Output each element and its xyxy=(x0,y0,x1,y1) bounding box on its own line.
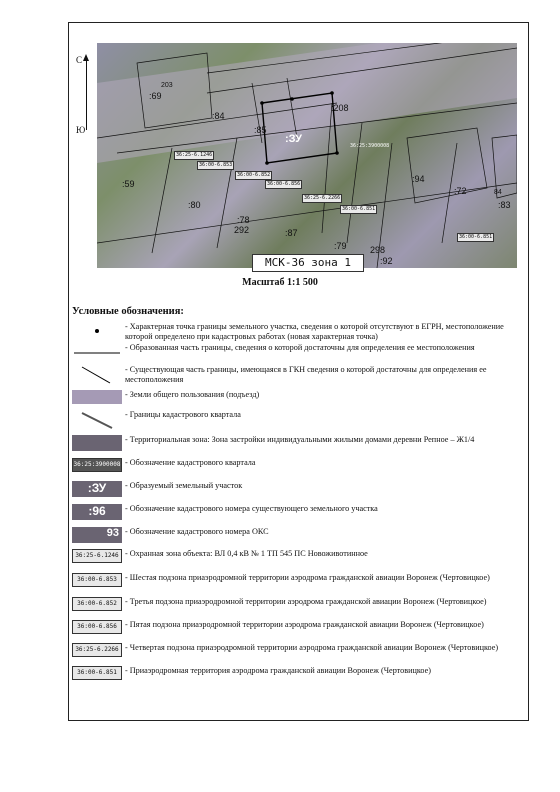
legend-text: - Третья подзона приаэродромной территории аэродрома гражданской авиации Воронеж (Чертовицкое) xyxy=(125,597,487,606)
legend-text: - Обозначение кадастрового номера ОКС xyxy=(125,527,269,536)
plot-number: :69 xyxy=(149,91,162,101)
plot-number: :72 xyxy=(454,186,467,196)
plot-number: :78 xyxy=(237,215,250,225)
north-arrow-icon xyxy=(86,58,87,130)
oks-number: 203 xyxy=(161,82,173,89)
plot-number: :79 xyxy=(334,241,347,251)
plot-number: :84 xyxy=(212,111,225,121)
legend-text: - Охранная зона объекта: ВЛ 0,4 кВ № 1 ТП 545 ПС Новоживотинное xyxy=(125,549,368,558)
zone-icon xyxy=(72,435,122,451)
point-symbol-icon xyxy=(72,322,122,336)
quarter-boundary-icon xyxy=(72,410,122,430)
legend-text: - Четвертая подзона приаэродромной территории аэродрома гражданской авиации Воронеж (Чертовицкое) xyxy=(125,643,499,652)
legend-text: - Существующая часть границы, имеющаяся в ГКН сведения о которой достаточны для определения ее местоположения xyxy=(125,365,487,384)
zone-tag: 36:00-6.856 xyxy=(267,181,301,187)
legend-text: - Шестая подзона приаэродромной территории аэродрома гражданской авиации Воронеж (Чертовицкое) xyxy=(125,573,490,582)
plot-number: :92 xyxy=(380,256,393,266)
plot-number: :85 xyxy=(254,125,267,135)
road-area xyxy=(97,43,517,163)
legend-text: - Образуемый земельный участок xyxy=(125,481,243,490)
zone-tag-symbol: 36:25-6.2266 xyxy=(72,643,122,657)
quarter-label: 36:25:3900008 xyxy=(350,143,390,149)
zone-tag: 36:25-6.2266 xyxy=(304,195,341,201)
oks-number: 292 xyxy=(234,225,250,235)
new-plot-label: :ЗУ xyxy=(285,133,302,145)
north-label: С xyxy=(76,55,83,65)
coordinate-system-label: МСК-36 зона 1 xyxy=(252,254,364,272)
quarter-symbol: 36:25:3900008 xyxy=(72,458,122,472)
zone-tag-symbol: 36:00-6.852 xyxy=(72,597,122,611)
zone-tag: 36:00-6.852 xyxy=(237,172,271,178)
legend-text: - Приаэродромная территория аэродрома гражданской авиации Воронеж (Чертовицкое) xyxy=(125,666,431,675)
zone-tag: 36:00-6.851 xyxy=(459,234,493,240)
legend-text: - Пятая подзона приаэродромной территории аэродрома гражданской авиации Воронеж (Чертовицкое) xyxy=(125,620,484,629)
legend-title: Условные обозначения: xyxy=(72,306,184,317)
oks-number: 84 xyxy=(494,189,502,196)
oks-number: 298 xyxy=(370,245,386,255)
existing-boundary-icon xyxy=(72,365,122,385)
zone-tag-symbol: 36:00-6.851 xyxy=(72,666,122,680)
map-scale: Масштаб 1:1 500 xyxy=(242,277,318,288)
plot-number: :208 xyxy=(331,103,349,113)
cadastral-map xyxy=(97,43,517,268)
zone-tag: 36:25-6.1246 xyxy=(176,152,213,158)
map-overlay xyxy=(97,43,517,268)
zone-tag: 36:00-6.853 xyxy=(199,162,233,168)
new-plot-symbol: :ЗУ xyxy=(72,481,122,497)
legend-text: - Обозначение кадастрового номера существующего земельного участка xyxy=(125,504,378,513)
zone-tag: 36:00-6.851 xyxy=(342,206,376,212)
plot-number: :87 xyxy=(285,228,298,238)
plot-number: :59 xyxy=(122,179,135,189)
legend-text: - Образованная часть границы, сведения о которой достаточны для определения ее местоположения xyxy=(125,343,475,352)
zone-tag-symbol: 36:00-6.853 xyxy=(72,573,122,587)
south-label: Ю xyxy=(76,125,86,135)
legend-text: - Характерная точка границы земельного участка, сведения о которой отсутствуют в ЕГРН, местоположение которой определено при кадастровых работах (новая характерная точка) xyxy=(125,322,504,341)
legend-text: - Земли общего пользования (подъезд) xyxy=(125,390,260,399)
zone-tag-symbol: 36:00-6.856 xyxy=(72,620,122,634)
legend-text: - Обозначение кадастрового квартала xyxy=(125,458,256,467)
plot-number: :94 xyxy=(412,174,425,184)
legend-text: - Границы кадастрового квартала xyxy=(125,410,241,419)
oks-symbol: 93 xyxy=(72,527,122,543)
plot-number: :80 xyxy=(188,200,201,210)
zone-tag-symbol: 36:25-6.1246 xyxy=(72,549,122,563)
formed-boundary-icon xyxy=(72,343,122,357)
legend-text: - Территориальная зона: Зона застройки индивидуальными жилыми домами деревни Репное – Ж1/4 xyxy=(125,435,475,444)
public-land-icon xyxy=(72,390,122,404)
plot-number: :83 xyxy=(498,200,511,210)
plot-number-symbol: :96 xyxy=(72,504,122,520)
